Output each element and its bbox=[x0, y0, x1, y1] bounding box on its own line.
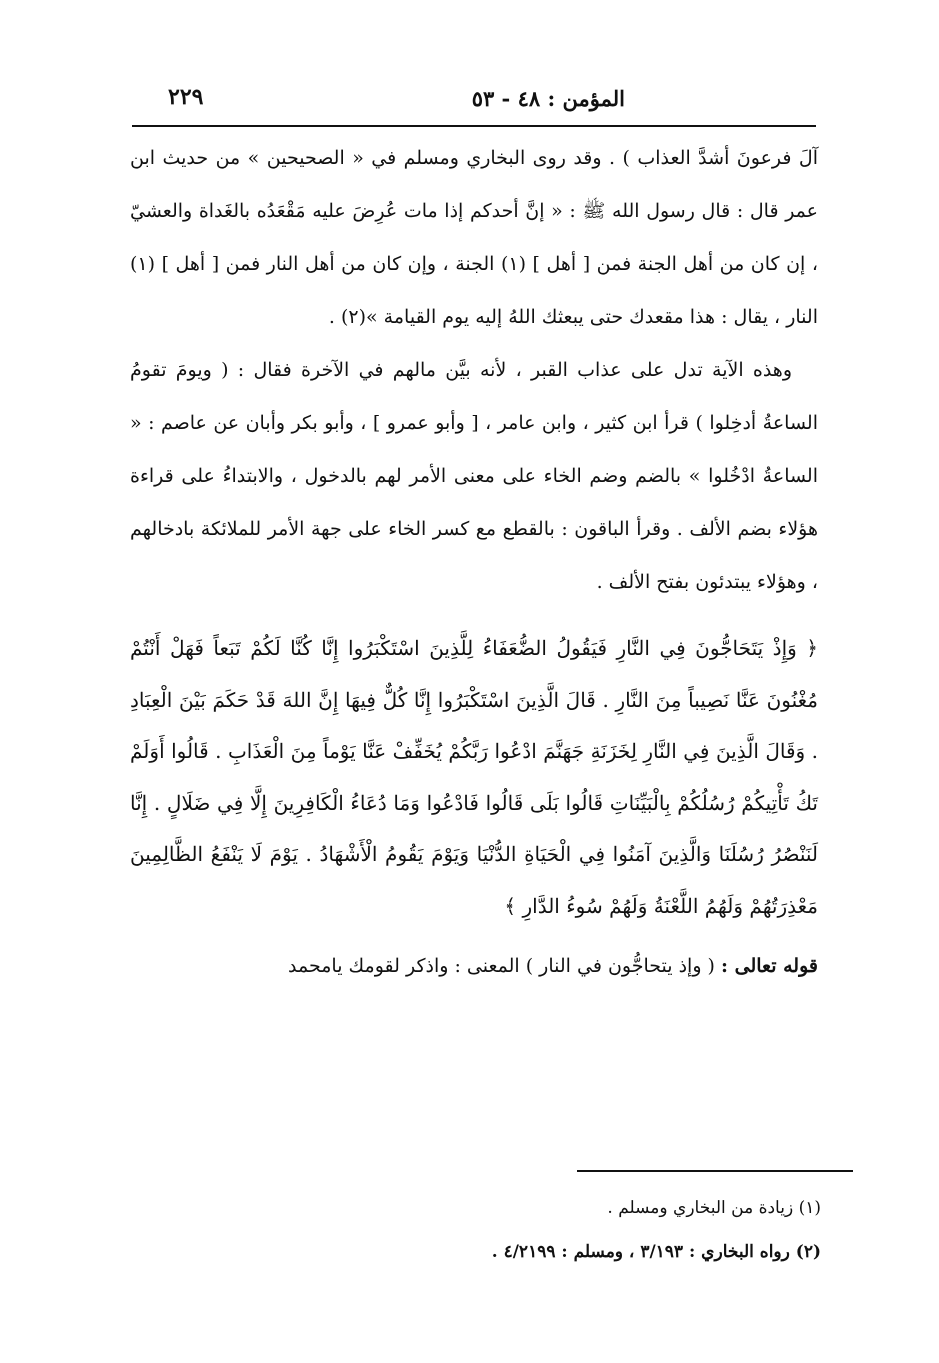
header-title: المؤمن : ٤٨ - ٥٣ bbox=[471, 86, 625, 111]
paragraph-commentary-3 bbox=[130, 940, 818, 993]
footnotes bbox=[301, 1186, 821, 1274]
running-header bbox=[130, 80, 815, 120]
paragraph-text: ( وإذ يتحاجُّون في النار ) المعنى : واذكر لقومك يامحمد bbox=[288, 955, 715, 977]
paragraph-commentary-2: وهذه الآية تدل على عذاب القبر ، لأنه بيَّن مالهم في الآخرة فقال : ( ويومَ تقومُ الساعةُ أدخِلوا ) قرأ ابن كثير ، وابن عامر ، [ وأبو عمرو ] ، وأبو بكر وأبان عن عاصم : « الساعةُ ادْخُلوا » بالضم وضم الخاء على معنى الأمر لهم بالدخول ، والابتداءُ على قراءة هؤلاء بضم الألف . وقرأ الباقون : بالقطع مع كسر الخاء على جهة الأمر للملائكة بادخالهم ، وهؤلاء يبتدئون بفتح الألف . bbox=[130, 359, 818, 593]
quran-verse-block: ﴿ وَإِذْ يَتَحَاجُّونَ فِي النَّارِ فَيَقُولُ الضُّعَفَاءُ لِلَّذِينَ اسْتَكْبَرُوا إِنَّا كُنَّا لَكُمْ تَبَعاً فَهَلْ أَنْتُمْ مُغْنُونَ عَنَّا نَصِيباً مِنَ النَّارِ . قَالَ الَّذِينَ اسْتَكْبَرُوا إِنَّا كُلٌّ فِيهَا إِنَّ اللهَ قَدْ حَكَمَ بَيْنَ الْعِبَادِ . وَقَالَ الَّذِينَ فِي النَّارِ لِخَزَنَةِ جَهَنَّمَ ادْعُوا رَبَّكُمْ يُخَفِّفْ عَنَّا يَوْماً مِنَ الْعَذَابِ . قَالُوا أَوَلَمْ تَكُ تَأْتِيكُمْ رُسُلُكُمْ بِالْبَيِّنَاتِ قَالُوا بَلَى قَالُوا فَادْعُوا وَمَا دُعَاءُ الْكَافِرِينَ إِلَّا فِي ضَلَالٍ . إِنَّا لَنَنْصُرُ رُسُلَنَا وَالَّذِينَ آمَنُوا فِي الْحَيَاةِ الدُّنْيَا وَيَوْمَ يَقُومُ الْأَشْهَادُ . يَوْمَ لَا يَنْفَعُ الظَّالِمِينَ مَعْذِرَتُهُمْ وَلَهُمُ اللَّعْنَةُ وَلَهُمْ سُوءُ الدَّارِ ﴾ bbox=[130, 636, 818, 918]
page-number: ٢٢٩ bbox=[168, 84, 204, 110]
paragraph-lead: قوله تعالى : bbox=[721, 955, 818, 977]
main-text bbox=[130, 132, 818, 993]
footnote-2: (٢) رواه البخاري : ٣/١٩٣ ، ومسلم : ٤/٢١٩٩ . bbox=[491, 1242, 821, 1262]
paragraph-commentary-1: آلَ فرعونَ أشدَّ العذاب ) . وقد روى البخاري ومسلم في « الصحيحين » من حديث ابن عمر قال : قال رسول الله ﷺ : « إنَّ أحدكم إذا مات عُرِضَ عليه مَقْعَدُه بالغَداة والعشيّ ، إن كان من أهل الجنة فمن [ أهل ] (١) الجنة ، وإن كان من أهل النار فمن [ أهل ] (١) النار ، يقال : هذا مقعدك حتى يبعثك اللهُ إليه يوم القيامة »(٢) . bbox=[130, 147, 818, 328]
header-rule bbox=[132, 125, 816, 127]
footnote-1: (١) زيادة من البخاري ومسلم . bbox=[607, 1198, 821, 1218]
footnote-rule bbox=[577, 1170, 853, 1172]
